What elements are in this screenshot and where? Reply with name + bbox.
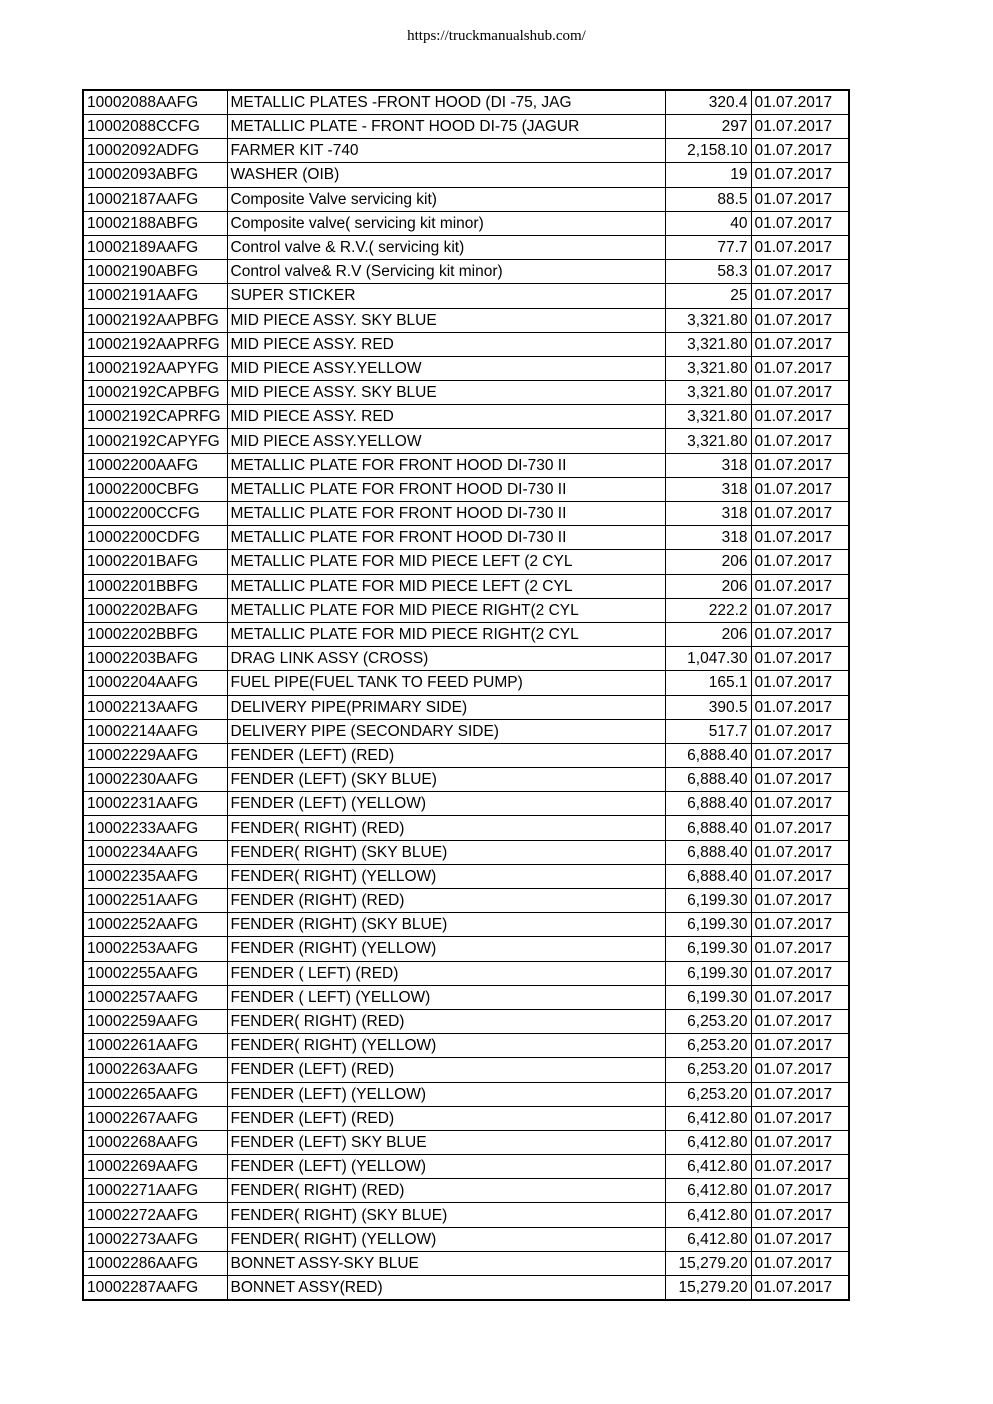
effective-date-cell: 01.07.2017 [751, 647, 849, 671]
effective-date-cell: 01.07.2017 [751, 622, 849, 646]
effective-date-cell: 01.07.2017 [751, 1155, 849, 1179]
part-price-cell: 6,199.30 [665, 937, 751, 961]
part-price-cell: 6,412.80 [665, 1227, 751, 1251]
part-code-cell: 10002192CAPBFG [83, 381, 227, 405]
table-row [83, 405, 849, 429]
part-description-cell: WASHER (OIB) [227, 163, 665, 187]
effective-date-cell: 01.07.2017 [751, 211, 849, 235]
table-row [83, 647, 849, 671]
part-price-cell: 6,888.40 [665, 743, 751, 767]
part-description-cell: METALLIC PLATE FOR FRONT HOOD DI-730 II [227, 526, 665, 550]
part-description-cell: FENDER (LEFT) (YELLOW) [227, 1082, 665, 1106]
part-price-cell: 6,888.40 [665, 864, 751, 888]
part-code-cell: 10002200CBFG [83, 477, 227, 501]
part-price-cell: 318 [665, 453, 751, 477]
effective-date-cell: 01.07.2017 [751, 1227, 849, 1251]
effective-date-cell: 01.07.2017 [751, 356, 849, 380]
effective-date-cell: 01.07.2017 [751, 816, 849, 840]
effective-date-cell: 01.07.2017 [751, 1034, 849, 1058]
effective-date-cell: 01.07.2017 [751, 743, 849, 767]
part-description-cell: MID PIECE ASSY. SKY BLUE [227, 381, 665, 405]
part-code-cell: 10002088CCFG [83, 115, 227, 139]
part-price-cell: 15,279.20 [665, 1276, 751, 1301]
table-row [83, 1130, 849, 1154]
part-code-cell: 10002231AAFG [83, 792, 227, 816]
table-row [83, 1227, 849, 1251]
effective-date-cell: 01.07.2017 [751, 453, 849, 477]
parts-price-table [82, 89, 850, 1301]
part-price-cell: 6,412.80 [665, 1130, 751, 1154]
part-code-cell: 10002204AAFG [83, 671, 227, 695]
effective-date-cell: 01.07.2017 [751, 1082, 849, 1106]
part-price-cell: 6,253.20 [665, 1082, 751, 1106]
part-code-cell: 10002257AAFG [83, 985, 227, 1009]
table-row [83, 115, 849, 139]
effective-date-cell: 01.07.2017 [751, 139, 849, 163]
table-row [83, 332, 849, 356]
effective-date-cell: 01.07.2017 [751, 526, 849, 550]
table-row [83, 840, 849, 864]
part-price-cell: 6,888.40 [665, 816, 751, 840]
part-price-cell: 58.3 [665, 260, 751, 284]
part-description-cell: FENDER (LEFT) (RED) [227, 1106, 665, 1130]
table-row [83, 1082, 849, 1106]
table-row [83, 260, 849, 284]
part-price-cell: 6,199.30 [665, 889, 751, 913]
part-description-cell: Composite valve( servicing kit minor) [227, 211, 665, 235]
part-code-cell: 10002192AAPRFG [83, 332, 227, 356]
part-code-cell: 10002190ABFG [83, 260, 227, 284]
part-price-cell: 88.5 [665, 187, 751, 211]
table-row [83, 1276, 849, 1301]
table-row [83, 381, 849, 405]
part-description-cell: FUEL PIPE(FUEL TANK TO FEED PUMP) [227, 671, 665, 695]
part-description-cell: MID PIECE ASSY. SKY BLUE [227, 308, 665, 332]
part-description-cell: FARMER KIT -740 [227, 139, 665, 163]
table-row [83, 453, 849, 477]
table-row [83, 139, 849, 163]
part-description-cell: FENDER (LEFT) SKY BLUE [227, 1130, 665, 1154]
effective-date-cell: 01.07.2017 [751, 163, 849, 187]
part-price-cell: 222.2 [665, 598, 751, 622]
effective-date-cell: 01.07.2017 [751, 187, 849, 211]
part-code-cell: 10002230AAFG [83, 768, 227, 792]
part-price-cell: 3,321.80 [665, 332, 751, 356]
table-row [83, 695, 849, 719]
table-row [83, 792, 849, 816]
table-row [83, 163, 849, 187]
effective-date-cell: 01.07.2017 [751, 671, 849, 695]
part-code-cell: 10002267AAFG [83, 1106, 227, 1130]
effective-date-cell: 01.07.2017 [751, 889, 849, 913]
part-description-cell: METALLIC PLATE FOR FRONT HOOD DI-730 II [227, 502, 665, 526]
part-price-cell: 25 [665, 284, 751, 308]
part-code-cell: 10002273AAFG [83, 1227, 227, 1251]
part-code-cell: 10002229AAFG [83, 743, 227, 767]
effective-date-cell: 01.07.2017 [751, 115, 849, 139]
part-price-cell: 6,888.40 [665, 792, 751, 816]
part-code-cell: 10002192AAPYFG [83, 356, 227, 380]
part-price-cell: 6,199.30 [665, 913, 751, 937]
effective-date-cell: 01.07.2017 [751, 1179, 849, 1203]
effective-date-cell: 01.07.2017 [751, 1130, 849, 1154]
part-description-cell: FENDER( RIGHT) (RED) [227, 1179, 665, 1203]
table-row [83, 985, 849, 1009]
part-description-cell: FENDER ( LEFT) (RED) [227, 961, 665, 985]
table-row [83, 1203, 849, 1227]
effective-date-cell: 01.07.2017 [751, 1106, 849, 1130]
part-code-cell: 10002203BAFG [83, 647, 227, 671]
part-description-cell: MID PIECE ASSY. RED [227, 405, 665, 429]
part-description-cell: FENDER( RIGHT) (RED) [227, 1009, 665, 1033]
table-row [83, 598, 849, 622]
part-description-cell: FENDER ( LEFT) (YELLOW) [227, 985, 665, 1009]
part-price-cell: 40 [665, 211, 751, 235]
part-description-cell: MID PIECE ASSY.YELLOW [227, 356, 665, 380]
part-price-cell: 165.1 [665, 671, 751, 695]
table-row [83, 719, 849, 743]
table-row [83, 961, 849, 985]
part-code-cell: 10002235AAFG [83, 864, 227, 888]
part-code-cell: 10002271AAFG [83, 1179, 227, 1203]
effective-date-cell: 01.07.2017 [751, 260, 849, 284]
part-price-cell: 3,321.80 [665, 405, 751, 429]
part-description-cell: METALLIC PLATE FOR FRONT HOOD DI-730 II [227, 453, 665, 477]
effective-date-cell: 01.07.2017 [751, 768, 849, 792]
part-description-cell: Composite Valve servicing kit) [227, 187, 665, 211]
part-price-cell: 390.5 [665, 695, 751, 719]
part-code-cell: 10002269AAFG [83, 1155, 227, 1179]
part-description-cell: FENDER (LEFT) (YELLOW) [227, 1155, 665, 1179]
part-code-cell: 10002263AAFG [83, 1058, 227, 1082]
part-code-cell: 10002202BBFG [83, 622, 227, 646]
part-description-cell: FENDER (LEFT) (SKY BLUE) [227, 768, 665, 792]
part-price-cell: 206 [665, 574, 751, 598]
part-price-cell: 517.7 [665, 719, 751, 743]
table-row [83, 913, 849, 937]
effective-date-cell: 01.07.2017 [751, 308, 849, 332]
effective-date-cell: 01.07.2017 [751, 913, 849, 937]
part-code-cell: 10002202BAFG [83, 598, 227, 622]
effective-date-cell: 01.07.2017 [751, 598, 849, 622]
table-row [83, 1034, 849, 1058]
part-price-cell: 6,199.30 [665, 985, 751, 1009]
part-price-cell: 1,047.30 [665, 647, 751, 671]
part-code-cell: 10002252AAFG [83, 913, 227, 937]
part-description-cell: SUPER STICKER [227, 284, 665, 308]
part-description-cell: FENDER( RIGHT) (RED) [227, 816, 665, 840]
part-description-cell: METALLIC PLATE FOR MID PIECE RIGHT(2 CYL [227, 598, 665, 622]
part-price-cell: 3,321.80 [665, 381, 751, 405]
table-row [83, 816, 849, 840]
table-row [83, 1009, 849, 1033]
table-row [83, 284, 849, 308]
part-price-cell: 206 [665, 622, 751, 646]
part-price-cell: 3,321.80 [665, 356, 751, 380]
part-price-cell: 3,321.80 [665, 429, 751, 453]
part-price-cell: 6,412.80 [665, 1203, 751, 1227]
part-price-cell: 6,253.20 [665, 1009, 751, 1033]
part-code-cell: 10002188ABFG [83, 211, 227, 235]
table-row [83, 550, 849, 574]
table-row [83, 864, 849, 888]
part-code-cell: 10002200CCFG [83, 502, 227, 526]
part-price-cell: 6,888.40 [665, 768, 751, 792]
part-description-cell: METALLIC PLATE - FRONT HOOD DI-75 (JAGUR [227, 115, 665, 139]
part-description-cell: DELIVERY PIPE (SECONDARY SIDE) [227, 719, 665, 743]
effective-date-cell: 01.07.2017 [751, 235, 849, 259]
table-row [83, 90, 849, 115]
part-code-cell: 10002093ABFG [83, 163, 227, 187]
part-description-cell: DELIVERY PIPE(PRIMARY SIDE) [227, 695, 665, 719]
part-price-cell: 318 [665, 526, 751, 550]
part-description-cell: METALLIC PLATE FOR MID PIECE LEFT (2 CYL [227, 550, 665, 574]
effective-date-cell: 01.07.2017 [751, 937, 849, 961]
part-description-cell: DRAG LINK ASSY (CROSS) [227, 647, 665, 671]
part-description-cell: METALLIC PLATE FOR MID PIECE RIGHT(2 CYL [227, 622, 665, 646]
part-code-cell: 10002201BAFG [83, 550, 227, 574]
part-description-cell: BONNET ASSY-SKY BLUE [227, 1251, 665, 1275]
table-row [83, 574, 849, 598]
effective-date-cell: 01.07.2017 [751, 502, 849, 526]
part-code-cell: 10002201BBFG [83, 574, 227, 598]
part-price-cell: 77.7 [665, 235, 751, 259]
table-row [83, 235, 849, 259]
page-header-url: https://truckmanualshub.com/ [407, 28, 586, 44]
part-code-cell: 10002213AAFG [83, 695, 227, 719]
part-price-cell: 320.4 [665, 90, 751, 115]
part-code-cell: 10002233AAFG [83, 816, 227, 840]
effective-date-cell: 01.07.2017 [751, 1009, 849, 1033]
effective-date-cell: 01.07.2017 [751, 574, 849, 598]
part-price-cell: 19 [665, 163, 751, 187]
table-row [83, 502, 849, 526]
part-description-cell: FENDER (LEFT) (RED) [227, 1058, 665, 1082]
part-price-cell: 3,321.80 [665, 308, 751, 332]
part-price-cell: 6,199.30 [665, 961, 751, 985]
part-description-cell: MID PIECE ASSY.YELLOW [227, 429, 665, 453]
effective-date-cell: 01.07.2017 [751, 90, 849, 115]
part-code-cell: 10002200CDFG [83, 526, 227, 550]
part-code-cell: 10002200AAFG [83, 453, 227, 477]
part-code-cell: 10002286AAFG [83, 1251, 227, 1275]
table-row [83, 1251, 849, 1275]
table-row [83, 1179, 849, 1203]
effective-date-cell: 01.07.2017 [751, 381, 849, 405]
part-description-cell: MID PIECE ASSY. RED [227, 332, 665, 356]
part-code-cell: 10002261AAFG [83, 1034, 227, 1058]
effective-date-cell: 01.07.2017 [751, 405, 849, 429]
table-row [83, 671, 849, 695]
part-code-cell: 10002259AAFG [83, 1009, 227, 1033]
part-description-cell: FENDER (RIGHT) (SKY BLUE) [227, 913, 665, 937]
part-code-cell: 10002092ADFG [83, 139, 227, 163]
part-code-cell: 10002192CAPRFG [83, 405, 227, 429]
part-price-cell: 6,412.80 [665, 1106, 751, 1130]
part-price-cell: 318 [665, 477, 751, 501]
part-description-cell: FENDER( RIGHT) (YELLOW) [227, 1034, 665, 1058]
part-code-cell: 10002192AAPBFG [83, 308, 227, 332]
part-description-cell: METALLIC PLATE FOR FRONT HOOD DI-730 II [227, 477, 665, 501]
part-description-cell: Control valve & R.V.( servicing kit) [227, 235, 665, 259]
part-description-cell: FENDER( RIGHT) (SKY BLUE) [227, 1203, 665, 1227]
effective-date-cell: 01.07.2017 [751, 477, 849, 501]
table-row [83, 1106, 849, 1130]
part-code-cell: 10002192CAPYFG [83, 429, 227, 453]
part-price-cell: 6,888.40 [665, 840, 751, 864]
part-price-cell: 6,412.80 [665, 1155, 751, 1179]
part-description-cell: METALLIC PLATE FOR MID PIECE LEFT (2 CYL [227, 574, 665, 598]
effective-date-cell: 01.07.2017 [751, 961, 849, 985]
part-code-cell: 10002234AAFG [83, 840, 227, 864]
table-row [83, 743, 849, 767]
part-code-cell: 10002088AAFG [83, 90, 227, 115]
effective-date-cell: 01.07.2017 [751, 1276, 849, 1301]
part-code-cell: 10002253AAFG [83, 937, 227, 961]
part-description-cell: FENDER( RIGHT) (YELLOW) [227, 864, 665, 888]
part-code-cell: 10002265AAFG [83, 1082, 227, 1106]
effective-date-cell: 01.07.2017 [751, 332, 849, 356]
table-row [83, 356, 849, 380]
table-row [83, 937, 849, 961]
table-row [83, 211, 849, 235]
part-price-cell: 6,253.20 [665, 1058, 751, 1082]
part-code-cell: 10002189AAFG [83, 235, 227, 259]
part-description-cell: FENDER (RIGHT) (RED) [227, 889, 665, 913]
effective-date-cell: 01.07.2017 [751, 864, 849, 888]
effective-date-cell: 01.07.2017 [751, 550, 849, 574]
effective-date-cell: 01.07.2017 [751, 1251, 849, 1275]
part-code-cell: 10002214AAFG [83, 719, 227, 743]
table-row [83, 187, 849, 211]
table-row [83, 1058, 849, 1082]
table-row [83, 526, 849, 550]
part-code-cell: 10002268AAFG [83, 1130, 227, 1154]
table-row [83, 477, 849, 501]
effective-date-cell: 01.07.2017 [751, 429, 849, 453]
effective-date-cell: 01.07.2017 [751, 1203, 849, 1227]
effective-date-cell: 01.07.2017 [751, 695, 849, 719]
part-price-cell: 318 [665, 502, 751, 526]
part-description-cell: FENDER( RIGHT) (SKY BLUE) [227, 840, 665, 864]
part-price-cell: 6,253.20 [665, 1034, 751, 1058]
part-code-cell: 10002191AAFG [83, 284, 227, 308]
part-code-cell: 10002287AAFG [83, 1276, 227, 1301]
part-price-cell: 2,158.10 [665, 139, 751, 163]
part-code-cell: 10002251AAFG [83, 889, 227, 913]
table-row [83, 768, 849, 792]
table-row [83, 1155, 849, 1179]
part-description-cell: FENDER (LEFT) (YELLOW) [227, 792, 665, 816]
part-description-cell: FENDER( RIGHT) (YELLOW) [227, 1227, 665, 1251]
part-price-cell: 206 [665, 550, 751, 574]
part-code-cell: 10002272AAFG [83, 1203, 227, 1227]
effective-date-cell: 01.07.2017 [751, 284, 849, 308]
table-row [83, 889, 849, 913]
part-price-cell: 15,279.20 [665, 1251, 751, 1275]
table-row [83, 429, 849, 453]
part-description-cell: METALLIC PLATES -FRONT HOOD (DI -75, JAG [227, 90, 665, 115]
part-description-cell: Control valve& R.V (Servicing kit minor) [227, 260, 665, 284]
table-row [83, 308, 849, 332]
effective-date-cell: 01.07.2017 [751, 1058, 849, 1082]
effective-date-cell: 01.07.2017 [751, 985, 849, 1009]
parts-table-body [83, 90, 849, 1300]
effective-date-cell: 01.07.2017 [751, 719, 849, 743]
part-description-cell: FENDER (RIGHT) (YELLOW) [227, 937, 665, 961]
effective-date-cell: 01.07.2017 [751, 792, 849, 816]
part-description-cell: FENDER (LEFT) (RED) [227, 743, 665, 767]
part-description-cell: BONNET ASSY(RED) [227, 1276, 665, 1301]
part-code-cell: 10002187AAFG [83, 187, 227, 211]
part-price-cell: 6,412.80 [665, 1179, 751, 1203]
part-code-cell: 10002255AAFG [83, 961, 227, 985]
part-price-cell: 297 [665, 115, 751, 139]
effective-date-cell: 01.07.2017 [751, 840, 849, 864]
table-row [83, 622, 849, 646]
